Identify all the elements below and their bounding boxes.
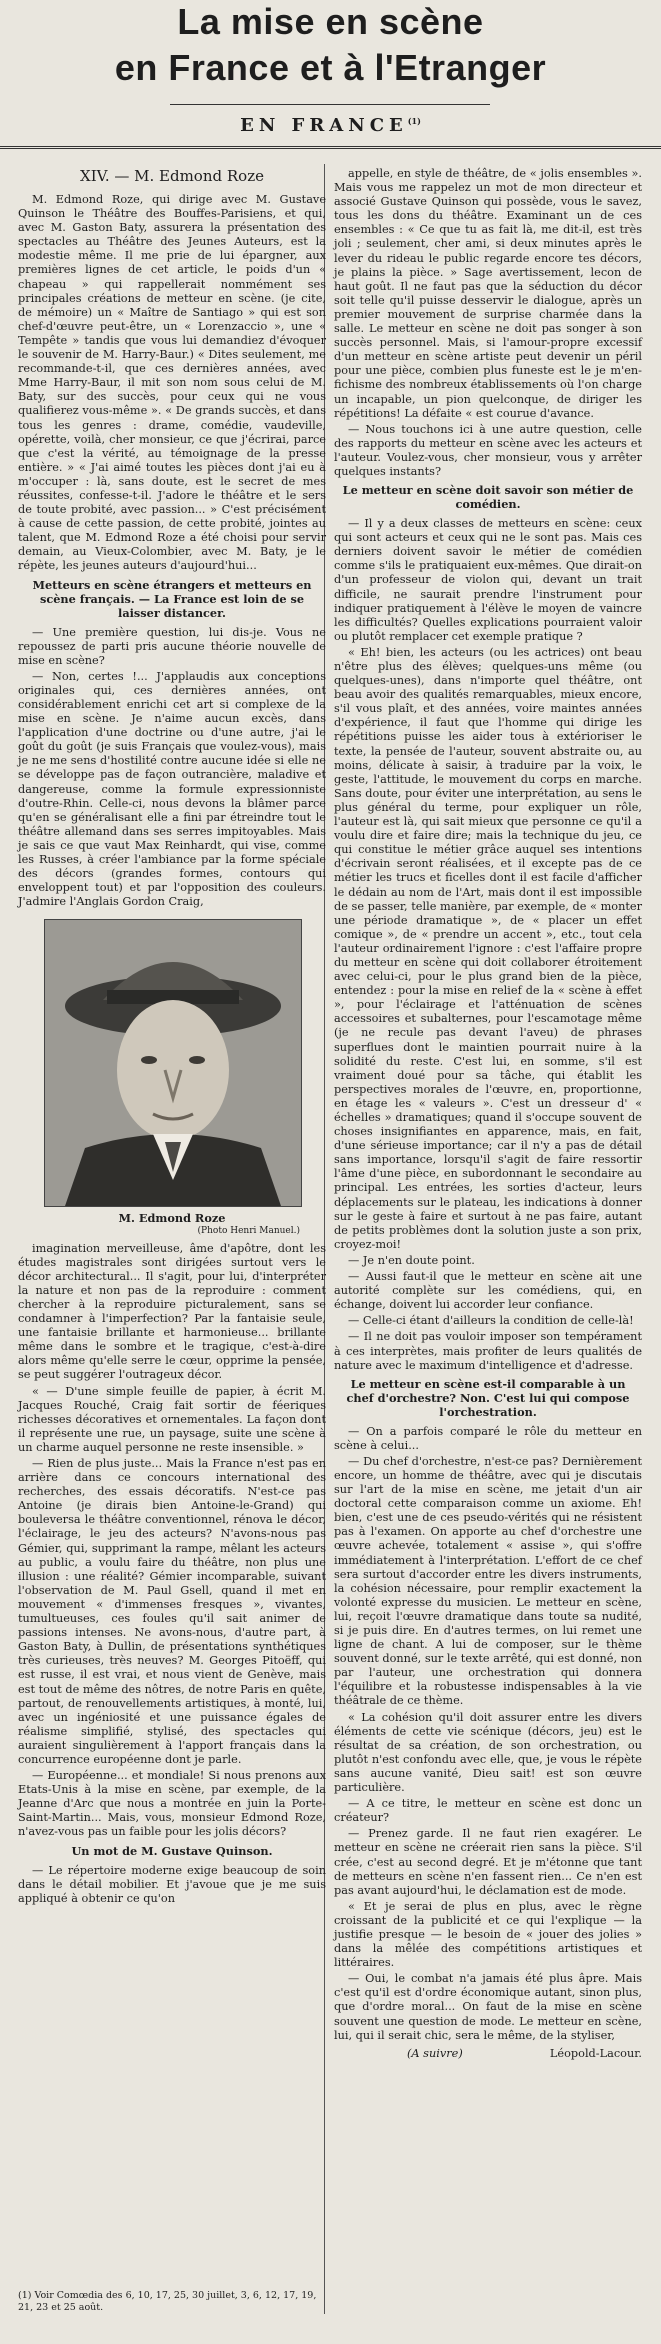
- subhead-metteurs: Metteurs en scène étrangers et metteurs en scène français. — La France est loin de se laisser distancer.: [32, 577, 312, 620]
- portrait-photo: [44, 919, 302, 1207]
- right-paragraph-4: « Eh! bien, les acteurs (ou les actrices) ont beau n'être plus des élèves; quelques-uns même (ou quelques-unes), dans n'importe quel théâtre, ont beau avoir des qualités remarquables, mieux encore, s'il vous plaît, et des années, voire maintes années d'expérience, il faut que l'homme qui dirige les répétitions puisse les aider tous à extérioriser le texte, la pensée de l'auteur, souvent abstraite ou, au moins, délicate à saisir, à traduire par la voix, le geste, l'attitude, le mouvement du corps en marche. Sans doute, pour éviter une interprétation, au sens le plus général du terme, pour expliquer un rôle, l'auteur est là, qui sait mieux que personne ce qu'il a voulu dire et faire dire; mais la technique du jeu, ce qui constitue le métier grâce auquel ses intentions d'écrivain seront réalisées, et il excepte pas de ce métier les trucs et ficelles dont il est facile d'afficher le dédain au nom de l'Art, mais dont il est impossible de se passer, telle manière, par exemple, de « monter une période dramatique », de « placer un effet comique », de « prendre un accent », etc., tout cela l'auteur ordinairement l'ignore : c'est l'affaire propre du metteur en scène qui doit collaborer étroitement avec celui-ci, pour le plus grand bien de la pièce, entendez : pour la mise en relief de la « scène à effet », pour l'éclairage et l'atténuation de scènes accessoires et subalternes, pour l'escamotage même (je ne recule pas devant l'aveu) de phrases superflues dont le maintien pourrait nuire à la solidité du reste. C'est lui, en somme, s'il est vraiment doué pour sa tâche, qui établit les perspectives morales de l'œuvre, en, proportionne, en étage les « valeurs ». C'est un dresseur d' « échelles » dramatiques; quand il s'occupe souvent de choses insignifiantes en apparence, mais, en fait, d'une sérieuse importance; car il n'y a pas de détail sans importance, lorsqu'il s'agit de faire ressortir l'âme d'une pièce, en subordonnant le secondaire au principal. Les entrées, les sorties d'acteur, leurs déplacements sur le plateau, les indications à donner sur le geste à faire et surtout à ne pas faire, autant de petits problèmes dont la solution juste a son prix, croyez-moi!: [334, 645, 642, 1251]
- right-paragraph-2: — Nous touchons ici à une autre question, celle des rapports du metteur en scène avec les acteurs et l'auteur. Voulez-vous, cher monsieur, vous y arrêter quelques instants?: [334, 422, 642, 478]
- right-paragraph-7: — Celle-ci étant d'ailleurs la condition de celle-là!: [348, 1314, 634, 1328]
- right-paragraph-15: — Oui, le combat n'a jamais été plus âpre. Mais c'est qu'il est d'ordre économique autant, sinon plus, que d'ordre moral... On faut de la mise en scène souvent une question de mode. Le metteur en scène, lui, qui il serait chic, sera le même, de la styliser,: [334, 1972, 642, 2042]
- paragraph-question: — Une première question, lui dis-je. Vous ne repoussez de parti pris aucune théorie nouvelle de mise en scène?: [18, 625, 326, 667]
- subhead-orchestre: Le metteur en scène est-il comparable à un chef d'orchestre? Non. C'est lui qui compose l'orchestration.: [346, 1376, 630, 1419]
- right-paragraph-9: — On a parfois comparé le rôle du metteur en scène à celui...: [334, 1424, 642, 1452]
- right-paragraph-10: — Du chef d'orchestre, n'est-ce pas? Dernièrement encore, un homme de théâtre, avec qui je discutais sur l'art de la mise en scène, me jetait d'un air doctoral cette comparaison comme un axiome. Eh! bien, c'est une de ces pseudo-vérités qui ne résistent pas à l'examen. On apporte au chef d'orchestre une œuvre achevée, totalement « assise », qui s'offre immédiatement à l'interprétation. L'effort de ce chef sera surtout d'accorder entre les divers instruments, la cohésion nécessaire, pour remplir exactement la volonté expresse du musicien. Le metteur en scène, lui, reçoit l'œuvre dramatique dans toute sa nudité, si je puis dire. En d'autres termes, on lui remet une ligne de chant. A lui de composer, sur le thème souvent donné, sur le texte arrêté, qui est donné, non par l'auteur, une orchestration qui donnera l'équilibre et la robustesse indispensables à la vie théâtrale de ce thème.: [334, 1454, 642, 1708]
- subheadline-text: EN FRANCE: [240, 115, 408, 136]
- left-column: [18, 167, 326, 1908]
- section-title: XIV. — M. Edmond Roze: [80, 167, 264, 185]
- paragraph-craig: imagination merveilleuse, âme d'apôtre, dont les études magistrales sont dirigées surtout vers le décor architectural... Il s'agit, pour lui, d'interpréter la nature et non pas de la reproduire : comment chercher à la reproduire picturalement, sans se condamner à l'imperfection? Par la fantaisie seule, une fantaisie brillante et harmonieuse... brillante même dans le sombre et le tragique, c'est-à-dire alors même qu'elle serre le cœur, opprime la pensée, se peut suggérer l'outrageux décor.: [18, 1241, 326, 1382]
- headline-line-1: La mise en scène: [177, 1, 484, 42]
- right-paragraph-6: — Aussi faut-il que le metteur en scène ait une autorité complète sur les comédiens, qui, en échange, doivent lui accorder leur confiance.: [334, 1270, 642, 1312]
- right-paragraph-1: appelle, en style de théâtre, de « jolis ensembles ». Mais vous me rappelez un mot de mon directeur et associé Gustave Quinson qui possède, vous le savez, tous les dons du théâtre. Examinant un de ces ensembles : « Ce que tu as fait là, me dit-il, est très joli ; seulement, cher ami, si deux minutes après le lever du rideau le public regarde encore tes décors, je plains la pièce. » Sage avertissement, lecon de haut goût. Il ne faut pas que la séduction du décor soit telle qu'il puisse desservir le dialogue, après un premier mouvement de surprise charmée dans la salle. Le metteur en scène ne doit pas songer à son succès personnel. Mais, si l'amour-propre excessif d'un metteur en scène artiste peut devenir un péril pour une pièce, combien plus funeste est le je m'en-fichisme des nombreux établissements où l'on charge un incapable, un pion quelconque, de diriger les répétitions! La défaite « est courue d'avance.: [334, 167, 642, 420]
- right-paragraph-5: — Je n'en doute point.: [348, 1253, 475, 1267]
- subhead-metier: Le metteur en scène doit savoir son métier de comédien.: [342, 483, 634, 512]
- right-paragraph-12: — A ce titre, le metteur en scène est donc un créateur?: [334, 1797, 642, 1825]
- right-paragraph-3: — Il y a deux classes de metteurs en scène: ceux qui sont acteurs et ceux qui ne le sont pas. Mais ces derniers doivent savoir le métier de comédien comme s'ils le pratiquaient eux-mêmes. Que dirait-on d'un professeur de violon qui, devant un trait difficile, ne saurait prendre l'instrument pour indiquer pratiquement à l'élève le moyen de vaincre les difficultés? Quelles explications pourraient valoir ou plutôt remplacer cet exemple pratique ?: [334, 517, 642, 643]
- intro-paragraph: M. Edmond Roze, qui dirige avec M. Gustave Quinson le Théâtre des Bouffes-Parisiens, et qui, avec M. Gaston Baty, assurera la présentation des spectacles au Théâtre des Jeunes Auteurs, est la modestie même. Il me prie de lui épargner, aux premières lignes de cet article, le poids d'un « chapeau » qui rappellerait nommément ses principales créations de metteur en scène. (je cite, de mémoire) un « Maître de Santiago » qui est son chef-d'œuvre peut-être, un « Lorenzaccio », une « Tempête » tandis que vous lui demandiez d'évoquer le souvenir de M. Harry-Baur.) « Dites seulement, me recommande-t-il, que ces dernières années, avec Mme Harry-Baur, il mit son nom sous celui de M. Baty, sur des succès, pour ceux qui ne vous qualifierez vous-même ». « De grands succès, et dans tous les genres : drame, comédie, vaudeville, opérette, voilà, cher monsieur, ce que j'écrirai, parce que c'est la vérité, au témoignage de la presse entière. » « J'ai aimé toutes les pièces dont j'ai eu à m'occuper : là, sans doute, est le secret de mes réussites, confesse-t-il. J'adore le théâtre et le sers de toute probité, avec passion... » C'est précisément à cause de cette passion, de cette probité, jointes au talent, que M. Edmond Roze a été choisi pour servir demain, au Vieux-Colombier, avec M. Baty, je le répète, les jeunes auteurs d'aujourd'hui...: [18, 193, 326, 573]
- subheadline: [0, 114, 661, 136]
- signature-line: [334, 2047, 642, 2061]
- photo-caption: M. Edmond Roze: [118, 1211, 226, 1226]
- portrait-illustration: [45, 920, 301, 1206]
- subheadline-footnote-ref: (1): [407, 116, 421, 126]
- right-paragraph-14: « Et je serai de plus en plus, avec le règne croissant de la publicité et ce qui l'explique — la justifie presque — le besoin de « jouer des jolies » dans la mêlée des compétitions artistiques et littéraires.: [334, 1899, 642, 1970]
- right-paragraph-13: — Prenez garde. Il ne faut rien exagérer. Le metteur en scène ne créerait rien sans la pièce. S'il crée, c'est au second degré. Et je m'étonne que tant de metteurs en scène n'en fassent rien... Ce n'en est pas avant aujourd'hui, le déclamation est de mode.: [334, 1827, 642, 1897]
- photo-credit: (Photo Henri Manuel.): [197, 1225, 300, 1236]
- right-column: [334, 167, 642, 2061]
- footnote: (1) Voir Comœdia des 6, 10, 17, 25, 30 juillet, 3, 6, 12, 17, 19, 21, 23 et 25 août.: [18, 2290, 317, 2313]
- paragraph-quinson: — Le répertoire moderne exige beaucoup de soin dans le détail mobilier. Et j'avoue que je me suis appliqué à obtenir ce qu'on: [18, 1863, 326, 1905]
- header-rule-top: [170, 104, 490, 105]
- to-be-continued: (A suivre): [407, 2046, 463, 2060]
- right-paragraph-8: — Il ne doit pas vouloir imposer son tempérament à ces interprètes, mais profiter de leurs qualités de nature avec le maximum d'intelligence et d'adresse.: [334, 1330, 642, 1372]
- paragraph-rouche-quote: « — D'une simple feuille de papier, à écrit M. Jacques Rouché, Craig fait sortir de féeriques richesses décoratives et ornementales. La façon dont il représente une rue, un paysage, suite une scène à un charme auquel personne ne reste insensible. »: [18, 1384, 326, 1454]
- portrait-figure: [44, 919, 300, 1237]
- author-signature: Léopold-Lacour.: [549, 2046, 642, 2060]
- paragraph-answer: — Non, certes !... J'applaudis aux conceptions originales qui, ces dernières années, ont considérablement enrichi cet art si complexe de la mise en scène. Je n'aime aucun excès, dans l'application d'une doctrine ou d'une autre, j'ai le goût du goût (je suis Français que voulez-vous), mais je ne me sens d'hostilité contre aucune idée si elle ne se développe pas de façon outrancière, maladive et dangereuse, comme la formule expressionniste d'outre-Rhin. Celle-ci, nous devons la blâmer parce qu'en se généralisant elle a fini par étreindre tout le théâtre allemand dans ses serres impitoyables. Mais je sais ce que vaut Max Reinhardt, qui vise, comme les Russes, à créer l'ambiance par la forme spéciale des décors (grandes formes, contours qui enveloppent tout) et par l'opposition des couleurs. J'admire l'Anglais Gordon Craig,: [18, 669, 326, 909]
- headline-line-2: en France et à l'Etranger: [114, 47, 547, 88]
- header-rule-bottom: [0, 146, 661, 149]
- paragraph-europe: — Européenne... et mondiale! Si nous prenons aux Etats-Unis à la mise en scène, par exemple, de la Jeanne d'Arc que nous a montrée en juin la Porte-Saint-Martin... Mais, vous, monsieur Edmond Roze, n'avez-vous pas un faible pour les jolis décors?: [18, 1769, 326, 1839]
- subhead-quinson: Un mot de M. Gustave Quinson.: [71, 1843, 273, 1858]
- paragraph-france: — Rien de plus juste... Mais la France n'est pas en arrière dans ce concours international des recherches, des essais décoratifs. N'est-ce pas Antoine (je dirais bien Antoine-le-Grand) qui bouleversa le théâtre conventionnel, rénova le décor, l'éclairage, le jeu des acteurs? N'avons-nous pas Gémier, qui, supprimant la rampe, mêlant les acteurs au public, a voulu faire du théâtre, non plus une illusion : une réalité? Gémier incomparable, suivant l'observation de M. Paul Gsell, quand il met en mouvement « d'immenses fresques », vivantes, tumultueuses, ces foules qu'il sait animer de passions intenses. Ne avons-nous, d'autre part, à Gaston Baty, à Dullin, de présentations synthétiques très curieuses, très neuves? M. Georges Pitoëff, qui est russe, il est vrai, et nous vient de Genève, mais est tout de même des nôtres, de notre Paris en quête, partout, de renouvellements artistiques, à monté, lui, avec un ingéniosité et une puissance égales de réalisme simplifié, stylisé, des spectacles qui auraient singulièrement à l'apport français dans la concurrence européenne dont je parle.: [18, 1457, 326, 1766]
- right-paragraph-11: « La cohésion qu'il doit assurer entre les divers éléments de cette vie scénique (décors, jeu) est le résultat de sa création, de son orchestration, ou plutôt n'est confondu avec elle, que, je vous le répète sans aucune vanité, Dieu sait! est son œuvre particulière.: [334, 1710, 642, 1795]
